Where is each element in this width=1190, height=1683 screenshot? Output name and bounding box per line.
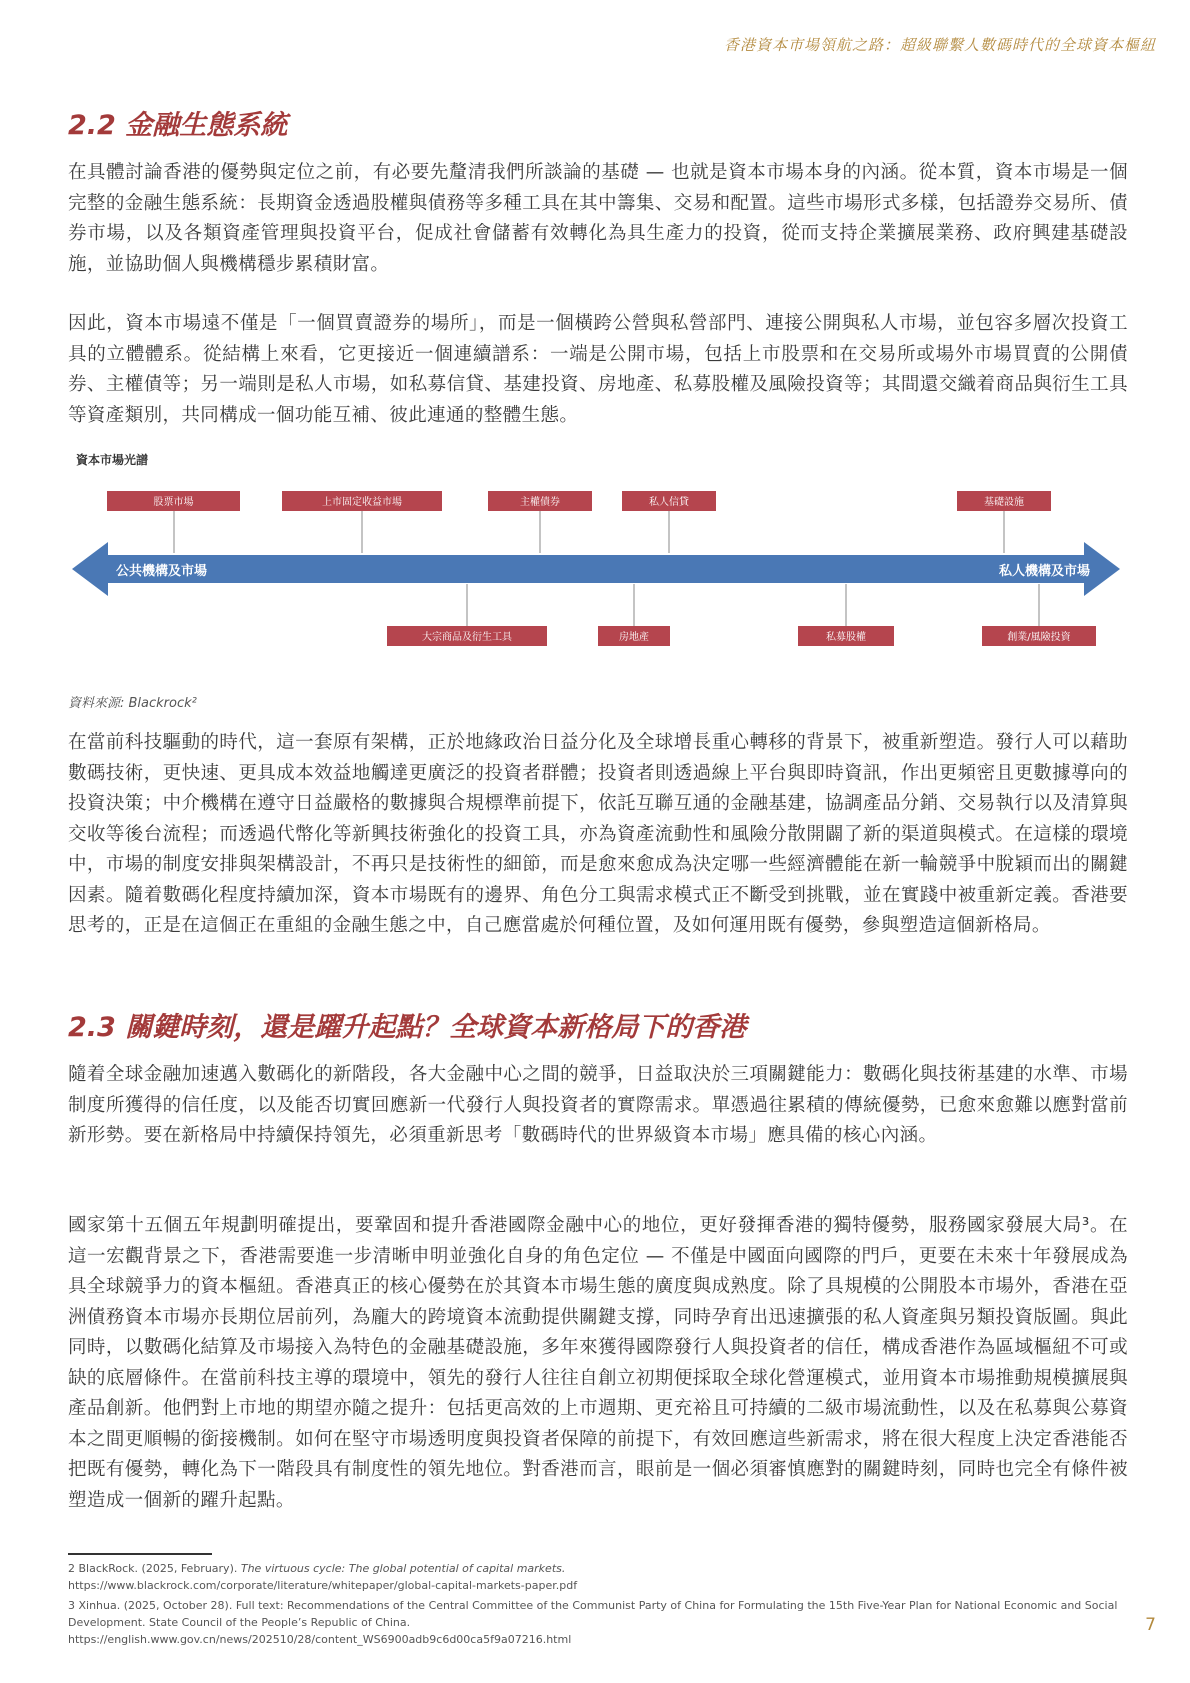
footnote-2 <box>68 1560 1138 1594</box>
box-private-credit-label: 私人信貸 <box>649 497 689 508</box>
box-venture-capital-label: 創業/風險投資 <box>1007 632 1071 643</box>
capital-market-spectrum-diagram <box>0 480 1190 660</box>
box-infrastructure-label: 基礎設施 <box>984 497 1024 508</box>
section-2-2-heading: 2.2 金融生態系統 <box>68 110 288 141</box>
footnote-3-url[interactable]: https://english.www.gov.cn/news/202510/28/content_WS6900adb9c6d00ca5f9a07216.html <box>68 1633 572 1646</box>
left-label: 公共機構及市場 <box>116 564 208 579</box>
figure-source: 資料來源: Blackrock² <box>68 696 197 711</box>
right-label: 私人機構及市場 <box>998 564 1090 579</box>
footnote-3 <box>68 1597 1138 1648</box>
box-listed-fixed-income-label: 上市固定收益市場 <box>322 497 402 508</box>
page-number: 7 <box>1145 1615 1156 1635</box>
paragraph-2-2-3: 在當前科技驅動的時代，這一套原有架構，正於地緣政治日益分化及全球增長重心轉移的背景下，被重新塑造。發行人可以藉助數碼技術，更快速、更具成本效益地觸達更廣泛的投資者群體；投資者則透過線上平台與即時資訊，作出更頻密且更數據導向的投資決策；中介機構在遵守日益嚴格的數據與合規標準前提下，依託互聯互通的金融基建，協調產品分銷、交易執行以及清算與交收等後台流程；而透過代幣化等新興技術強化的投資工具，亦為資產流動性和風險分散開闢了新的渠道與模式。在這樣的環境中，市場的制度安排與架構設計，不再只是技術性的細節，而是愈來愈成為決定哪一些經濟體能在新一輪競爭中脫穎而出的關鍵因素。隨着數碼化程度持續加深，資本市場既有的邊界、角色分工與需求模式正不斷受到挑戰，並在實踐中被重新定義。香港要思考的，正是在這個正在重組的金融生態之中，自己應當處於何種位置，及如何運用既有優勢，參與塑造這個新格局。 <box>68 732 1128 936</box>
box-private-equity-label: 私募股權 <box>826 632 866 643</box>
paragraph-2-2-1: 在具體討論香港的優勢與定位之前，有必要先釐清我們所談論的基礎 — 也就是資本市場本身的內涵。從本質，資本市場是一個完整的金融生態系統：長期資金透過股權與債務等多種工具在其中籌集、交易和配置。這些市場形式多樣，包括證券交易所、債券市場，以及各類資產管理與投資平台，促成社會儲蓄有效轉化為具生產力的投資，從而支持企業擴展業務、政府興建基礎設施，並協助個人與機構穩步累積財富。 <box>68 162 1128 275</box>
footnote-3-ref: 3 Xinhua. (2025, October 28). Full text: Recommendations of the Central Committee of the Communist Party of China for Formulating the 15th Five-Year Plan for National Economic and Social Development. State Council of the People’s Republic of China. <box>68 1599 1118 1629</box>
paragraph-2-3-2: 國家第十五個五年規劃明確提出，要鞏固和提升香港國際金融中心的地位，更好發揮香港的獨特優勢，服務國家發展大局³。在這一宏觀背景之下，香港需要進一步清晰申明並強化自身的角色定位 — 不僅是中國面向國際的門戶，更要在未來十年發展成為具全球競爭力的資本樞紐。香港真正的核心優勢在於其資本市場生態的廣度與成熟度。除了具規模的公開股本市場外，香港在亞洲債務資本市場亦長期位居前列，為龐大的跨境資本流動提供關鍵支撐，同時孕育出迅速擴張的私人資產與另類投資版圖。與此同時，以數碼化結算及市場接入為特色的金融基礎設施，多年來獲得國際發行人與投資者的信任，構成香港作為區域樞紐不可或缺的底層條件。在當前科技主導的環境中，領先的發行人往往自創立初期便採取全球化營運模式，並用資本市場推動規模擴展與產品創新。他們對上市地的期望亦隨之提升：包括更高效的上市週期、更充裕且可持續的二級市場流動性，以及在私募與公募資本之間更順暢的銜接機制。如何在堅守市場透明度與投資者保障的前提下，有效回應這些新需求，將在很大程度上決定香港能否把既有優勢，轉化為下一階段具有制度性的領先地位。對香港而言，眼前是一個必須審慎應對的關鍵時刻，同時也完全有條件被塑造成一個新的躍升起點。 <box>68 1215 1128 1511</box>
footnote-2-title: The virtuous cycle: The global potential of capital markets. <box>240 1562 566 1575</box>
box-commodities-derivatives-label: 大宗商品及衍生工具 <box>422 632 512 643</box>
box-sovereign-bonds-label: 主權債券 <box>520 497 560 508</box>
section-2-3-heading: 2.3 關鍵時刻，還是躍升起點？全球資本新格局下的香港 <box>68 1012 747 1043</box>
footnote-2-url[interactable]: https://www.blackrock.com/corporate/literature/whitepaper/global-capital-markets-paper.pdf <box>68 1579 578 1592</box>
box-equity-market-label: 股票市場 <box>153 497 194 508</box>
paragraph-2-3-1: 隨着全球金融加速邁入數碼化的新階段，各大金融中心之間的競爭，日益取決於三項關鍵能力：數碼化與技術基建的水準、市場制度所獲得的信任度，以及能否切實回應新一代發行人與投資者的實際需求。單憑過往累積的傳統優勢，已愈來愈難以應對當前新形勢。要在新格局中持續保持領先，必須重新思考「數碼時代的世界級資本市場」應具備的核心內涵。 <box>68 1064 1128 1146</box>
figure-title: 資本市場光譜 <box>76 453 149 467</box>
running-header: 香港資本市場領航之路：超級聯繫人數碼時代的全球資本樞紐 <box>723 36 1156 54</box>
footnote-rule <box>68 1553 212 1555</box>
spectrum-arrow <box>72 542 1120 596</box>
box-real-estate-label: 房地產 <box>619 632 649 643</box>
paragraph-2-2-2: 因此，資本市場遠不僅是「一個買賣證券的場所」，而是一個橫跨公營與私營部門、連接公開與私人市場，並包容多層次投資工具的立體體系。從結構上來看，它更接近一個連續譜系：一端是公開市場，包括上市股票和在交易所或場外市場買賣的公開債券、主權債等；另一端則是私人市場，如私募信貸、基建投資、房地產、私募股權及風險投資等；其間還交織着商品與衍生工具等資產類別，共同構成一個功能互補、彼此連通的整體生態。 <box>68 313 1128 426</box>
footnote-2-ref: 2 BlackRock. (2025, February). <box>68 1562 241 1575</box>
